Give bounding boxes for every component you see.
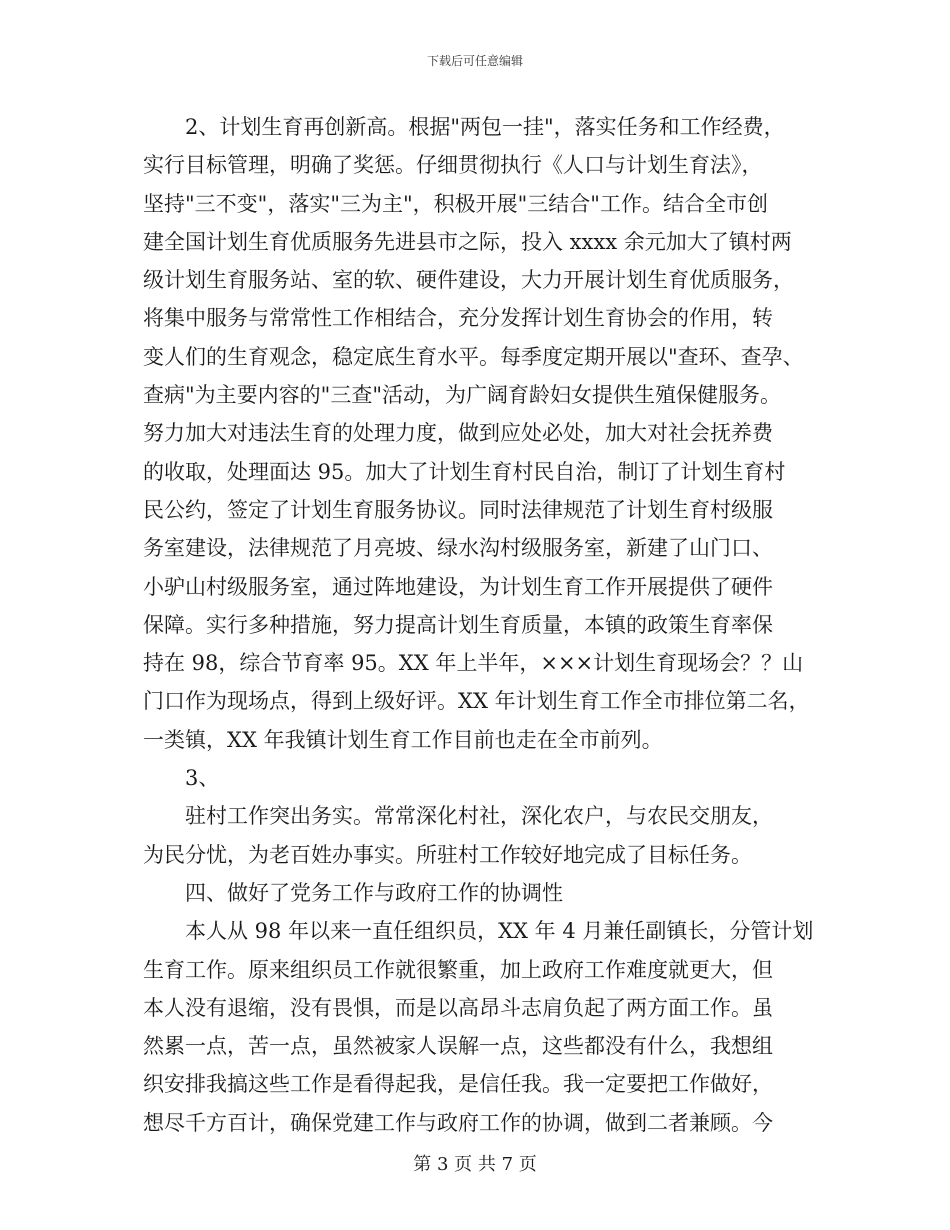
text-line: 门口作为现场点，得到上级好评。XX 年计划生育工作全市排位第二名，	[143, 689, 810, 714]
text-line: 变人们的生育观念，稳定底生育水平。每季度定期开展以"查环、查孕、	[143, 344, 804, 369]
text-line: 坚持"三不变"，落实"三为主"，积极开展"三结合"工作。结合全市创	[143, 191, 768, 216]
text-line: 织安排我搞这些工作是看得起我，是信任我。我一定要把工作做好，	[143, 1072, 773, 1097]
page-header: 下载后可任意编辑	[426, 54, 523, 68]
text-line: 将集中服务与常常性工作相结合，充分发挥计划生育协会的作用，转	[143, 306, 773, 331]
text-line: 持在 98，综合节育率 95。XX 年上半年，×××计划生育现场会？？山	[143, 651, 804, 676]
text-line: 保障。实行多种措施，努力提高计划生育质量，本镇的政策生育率保	[143, 612, 773, 637]
text-line: 实行目标管理，明确了奖惩。仔细贯彻执行《人口与计划生育法》，	[143, 153, 763, 178]
text-line: 民公约，签定了计划生育服务协议。同时法律规范了计划生育村级服	[143, 497, 773, 522]
page-number: 第 3 页 共 7 页	[413, 1154, 537, 1175]
text-line: 查病"为主要内容的"三查"活动，为广阔育龄妇女提供生殖保健服务。	[143, 383, 781, 408]
document-body	[143, 108, 815, 1142]
text-line: 建全国计划生育优质服务先进县市之际，投入 xxxx 余元加大了镇村两	[143, 229, 792, 254]
text-line: 为民分忧，为老百姓办事实。所驻村工作较好地完成了目标任务。	[143, 842, 752, 867]
text-line: 3、	[185, 766, 220, 791]
text-line: 然累一点，苦一点，虽然被家人误解一点，这些都没有什么，我想组	[143, 1034, 773, 1059]
text-line: 2、计划生育再创新高。根据"两包一挂"，落实任务和工作经费，	[185, 115, 785, 139]
text-line: 一类镇，XX 年我镇计划生育工作目前也走在全市前列。	[143, 727, 663, 752]
text-line: 四、做好了党务工作与政府工作的协调性	[185, 880, 563, 905]
text-line: 努力加大对违法生育的处理力度，做到应处必处，加大对社会抚养费	[143, 421, 773, 446]
text-line: 驻村工作突出务实。常常深化村社，深化农户，与农民交朋友，	[185, 804, 773, 829]
text-line: 生育工作。原来组织员工作就很繁重，加上政府工作难度就更大，但	[143, 957, 773, 982]
text-line: 级计划生育服务站、室的软、硬件建设，大力开展计划生育优质服务，	[143, 268, 794, 293]
text-line: 本人从 98 年以来一直任组织员，XX 年 4 月兼任副镇长，分管计划	[185, 919, 814, 944]
text-line: 本人没有退缩，没有畏惧，而是以高昂斗志肩负起了两方面工作。虽	[143, 995, 773, 1020]
text-line: 的收取，处理面达 95。加大了计划生育村民自治，制订了计划生育村	[143, 459, 786, 484]
text-line: 小驴山村级服务室，通过阵地建设，为计划生育工作开展提供了硬件	[143, 574, 773, 599]
text-line: 想尽千方百计，确保党建工作与政府工作的协调，做到二者兼顾。今	[143, 1110, 773, 1135]
text-line: 务室建设，法律规范了月亮坡、绿水沟村级服务室，新建了山门口、	[143, 536, 773, 561]
